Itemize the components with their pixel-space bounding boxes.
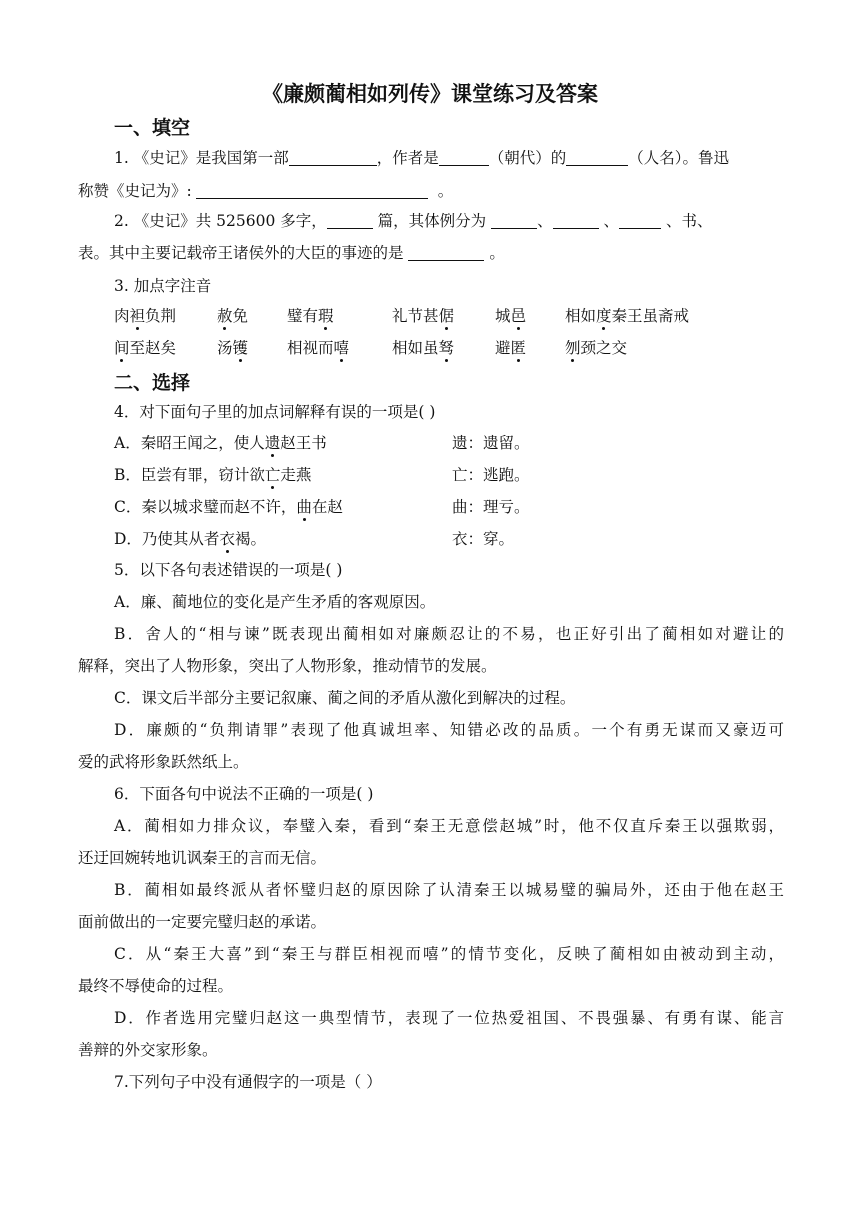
q4-option-c: C．秦以城求璧而赵不许，曲在赵 (114, 498, 343, 516)
q1-blank-1 (289, 149, 377, 166)
q3-item: 璧有瑕 (287, 307, 334, 325)
q5-stem: 5．以下各句表述错误的一项是( ) (114, 561, 343, 579)
q4-option-b: B．臣尝有罪，窃计欲亡走燕 (114, 466, 312, 484)
q2-blank-5 (408, 244, 484, 261)
q3-item: 汤镬 (217, 339, 249, 357)
q3-item: 相如虽驽 (392, 339, 455, 357)
q2-text-5: 、书、 (661, 212, 713, 230)
q1-text-4: （人名）。鲁迅 (628, 149, 730, 167)
q1-text-1: 1. 《史记》是我国第一部 (114, 149, 289, 167)
q3-item: 刎颈之交 (565, 339, 628, 357)
q3-item: 相视而嘻 (287, 339, 350, 357)
page-title: 《廉颇蔺相如列传》课堂练习及答案 (262, 82, 598, 106)
q3-item: 城邑 (495, 307, 527, 325)
q1-text-5: 称赞《史记为》: (78, 182, 192, 200)
q2-line1 (114, 211, 713, 231)
q4-gloss-a: 遗：遗留。 (452, 434, 530, 452)
q6-option-d-line1: D．作者选用完璧归赵这一典型情节，表现了一位热爱祖国、不畏强暴、有勇有谋、能言 (114, 1009, 784, 1027)
q4-option-d: D．乃使其从者衣褐。 (114, 530, 266, 548)
q5-option-b-line2: 解释，突出了人物形象，突出了人物形象，推动情节的发展。 (78, 657, 497, 675)
q2-text-2: 篇，其体例分为 (372, 212, 492, 230)
q1-text-2: ，作者是 (376, 149, 439, 167)
q3-item: 肉袒负荆 (114, 307, 177, 325)
q3-item: 避匿 (495, 339, 527, 357)
q2-blank-4 (619, 212, 661, 229)
q3-item: 赦免 (217, 307, 249, 325)
q2-blank-3 (553, 212, 599, 229)
q2-blank-2 (491, 212, 537, 229)
q1-blank-4 (196, 182, 428, 199)
q6-option-c-line1: C．从“秦王大喜”到“秦王与群臣相视而嘻”的情节变化，反映了蔺相如由被动到主动， (114, 945, 784, 963)
section-heading-choice: 二、选择 (114, 372, 191, 394)
q4-gloss-c: 曲：理亏。 (452, 498, 530, 516)
q6-option-b-line1: B．蔺相如最终派从者怀璧归赵的原因除了认清秦王以城易璧的骗局外，还由于他在赵王 (114, 881, 784, 899)
q6-option-c-line2: 最终不辱使命的过程。 (78, 977, 234, 995)
q4-stem: 4．对下面句子里的加点词解释有误的一项是( ) (114, 403, 436, 421)
q1-text-6: 。 (437, 182, 454, 200)
q6-option-a-line2: 还迂回婉转地讥讽秦王的言而无信。 (78, 849, 327, 867)
q6-stem: 6．下面各句中说法不正确的一项是( ) (114, 785, 374, 803)
q1-blank-3 (566, 149, 628, 166)
q6-option-a-line1: A．蔺相如力排众议，奉璧入秦，看到“秦王无意偿赵城”时，他不仅直斥秦王以强欺弱， (114, 817, 784, 835)
q4-gloss-d: 衣：穿。 (452, 530, 515, 548)
q3-item: 相如度秦王虽斋戒 (565, 307, 690, 325)
q2-blank-1 (327, 212, 373, 229)
q5-option-d-line2: 爱的武将形象跃然纸上。 (78, 753, 249, 771)
q2-text-6: 表。其中主要记载帝王诸侯外的大臣的事迹的是 (78, 244, 409, 262)
q1-line2 (78, 181, 453, 201)
q5-option-d-line1: D．廉颇的“负荆请罪”表现了他真诚坦率、知错必改的品质。一个有勇无谋而又豪迈可 (114, 721, 784, 739)
q3-item: 间至赵矣 (114, 339, 177, 357)
q3-label: 3. 加点字注音 (114, 277, 212, 295)
q4-gloss-b: 亡：逃跑。 (452, 466, 530, 484)
q2-text-1: 2. 《史记》共 525600 多字， (114, 212, 327, 230)
q3-item: 礼节甚倨 (392, 307, 455, 325)
q4-option-a: A．秦昭王闻之，使人遗赵王书 (114, 434, 327, 452)
q1-line1 (114, 148, 729, 168)
q2-text-3: 、 (537, 212, 553, 230)
q5-option-c: C．课文后半部分主要记叙廉、蔺之间的矛盾从激化到解决的过程。 (114, 689, 576, 707)
q5-option-a: A．廉、蔺地位的变化是产生矛盾的客观原因。 (114, 593, 436, 611)
q5-option-b-line1: B．舍人的“相与谏”既表现出蔺相如对廉颇忍让的不易，也正好引出了蔺相如对避让的 (114, 625, 784, 643)
q2-text-4: 、 (598, 212, 620, 230)
q1-blank-2 (439, 149, 489, 166)
q6-option-b-line2: 面前做出的一定要完璧归赵的承诺。 (78, 913, 327, 931)
q1-text-3: （朝代）的 (488, 149, 567, 167)
section-heading-fill-blank: 一、填空 (114, 117, 191, 139)
q6-option-d-line2: 善辩的外交家形象。 (78, 1041, 218, 1059)
q7-stem: 7.下列句子中没有通假字的一项是（ ） (114, 1073, 382, 1091)
q2-text-7: 。 (484, 244, 505, 262)
q2-line2 (78, 243, 505, 263)
